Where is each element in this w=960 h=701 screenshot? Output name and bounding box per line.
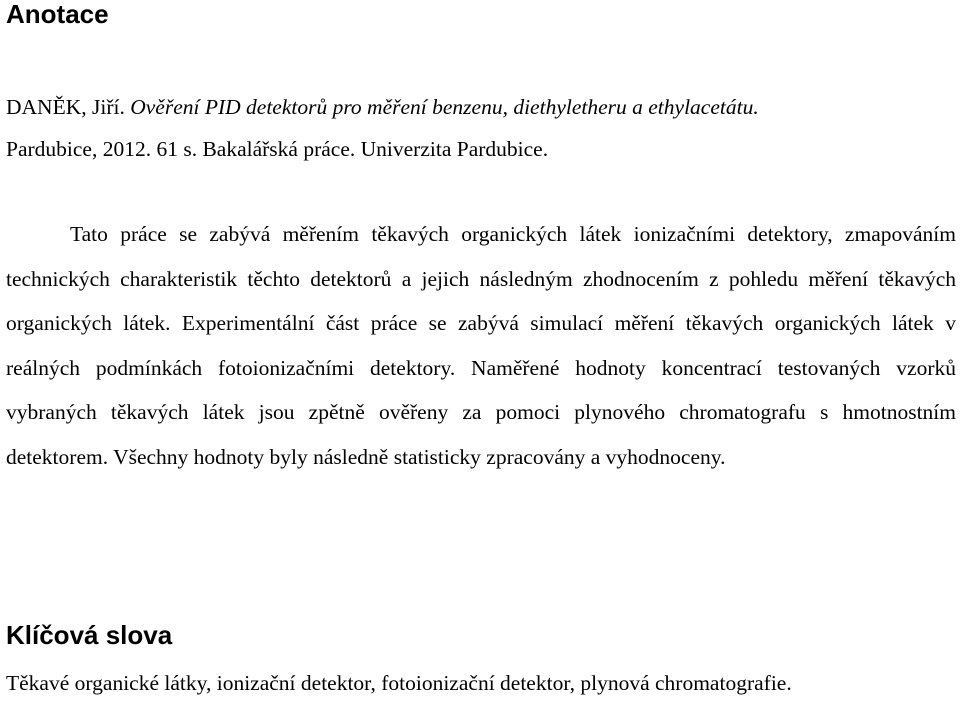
- keywords-text: Těkavé organické látky, ionizační detektor, fotoionizační detektor, plynová chromatografie.: [6, 671, 792, 695]
- citation-details: Pardubice, 2012. 61 s. Bakalářská práce. Univerzita Pardubice.: [6, 137, 549, 161]
- citation-title: Ověření PID detektorů pro měření benzenu, diethyletheru a ethylacetátu.: [130, 95, 759, 119]
- keywords-heading: Klíčová slova: [6, 620, 173, 650]
- citation-author: DANĚK, Jiří.: [6, 95, 125, 119]
- abstract-paragraph: Tato práce se zabývá měřením těkavých organických látek ionizačními detektory, zmapováním technických charakteristik těchto detektorů a jejich následným zhodnocením z pohledu měření těkavých organických látek. Experimentální část práce se zabývá simulací měření těkavých organických látek v reálných podmínkách fotoionizačními detektory. Naměřené hodnoty koncentrací testovaných vzorků vybraných těkavých látek jsou zpětně ověřeny za pomoci plynového chromatografu s hmotnostním detektorem. Všechny hodnoty byly následně statisticky zpracovány a vyhodnoceny.: [6, 222, 956, 469]
- citation: [6, 86, 956, 170]
- annotation-heading: Anotace: [6, 0, 109, 29]
